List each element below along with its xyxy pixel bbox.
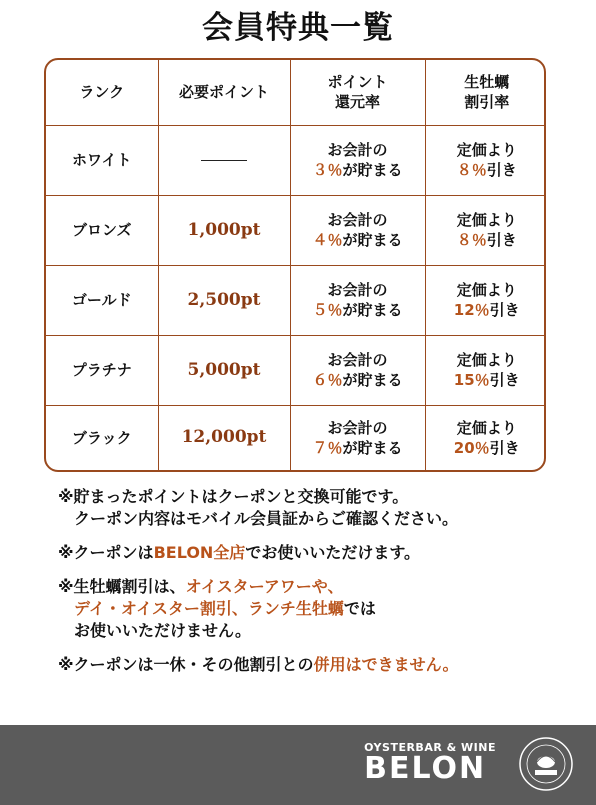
points-cell: 12,000pt xyxy=(158,405,290,470)
discount-cell: 定価より 15％引き xyxy=(425,335,546,405)
header-oyster-discount: 生牡蠣 割引率 xyxy=(425,60,546,125)
return-cell: お会計の ７％が貯まる xyxy=(290,405,425,470)
points-cell: 5,000pt xyxy=(158,335,290,405)
rank-cell: プラチナ xyxy=(46,335,158,405)
table-row xyxy=(46,265,546,335)
rank-cell: ゴールド xyxy=(46,265,158,335)
brand-name: BELON xyxy=(364,751,487,786)
header-required-points: 必要ポイント xyxy=(158,60,290,125)
table-row xyxy=(46,195,546,265)
no-points-dash xyxy=(201,160,247,161)
discount-cell: 定価より ８％引き xyxy=(425,125,546,195)
rank-cell: ブロンズ xyxy=(46,195,158,265)
note-oyster-discount: ※生牡蠣割引は、オイスターアワーや、 デイ・オイスター割引、ランチ生牡蠣では お使いいただけません。 xyxy=(58,577,376,640)
page-title: 会員特典一覧 xyxy=(202,10,394,46)
table-row xyxy=(46,335,546,405)
rank-cell: ホワイト xyxy=(46,125,158,195)
return-cell: お会計の ５％が貯まる xyxy=(290,265,425,335)
return-cell: お会計の ３％が貯まる xyxy=(290,125,425,195)
notes-section xyxy=(58,486,578,688)
brand-subtitle: OYSTERBAR & WINE xyxy=(364,741,496,754)
header-point-return: ポイント 還元率 xyxy=(290,60,425,125)
discount-cell: 定価より 12％引き xyxy=(425,265,546,335)
points-cell: 1,000pt xyxy=(158,195,290,265)
note-coupon-combination: ※クーポンは一休・その他割引との併用はできません。 xyxy=(58,655,459,674)
points-cell: 2,500pt xyxy=(158,265,290,335)
note-point-exchange: ※貯まったポイントはクーポンと交換可能です。 クーポン内容はモバイル会員証からご確認ください。 xyxy=(58,487,459,528)
return-cell: お会計の ６％が貯まる xyxy=(290,335,425,405)
note-coupon-stores: ※クーポンはBELON全店でお使いいただけます。 xyxy=(58,543,421,562)
table-row xyxy=(46,405,546,470)
benefits-table xyxy=(44,58,546,472)
discount-cell: 定価より 20％引き xyxy=(425,405,546,470)
return-cell: お会計の ４％が貯まる xyxy=(290,195,425,265)
points-cell xyxy=(158,125,290,195)
rank-cell: ブラック xyxy=(46,405,158,470)
header-rank: ランク xyxy=(46,60,158,125)
discount-cell: 定価より ８％引き xyxy=(425,195,546,265)
table-row xyxy=(46,125,546,195)
table-header-row xyxy=(46,60,546,125)
footer-bar xyxy=(0,725,596,805)
brand-logo xyxy=(364,741,496,784)
oyster-seal-icon xyxy=(518,736,574,792)
